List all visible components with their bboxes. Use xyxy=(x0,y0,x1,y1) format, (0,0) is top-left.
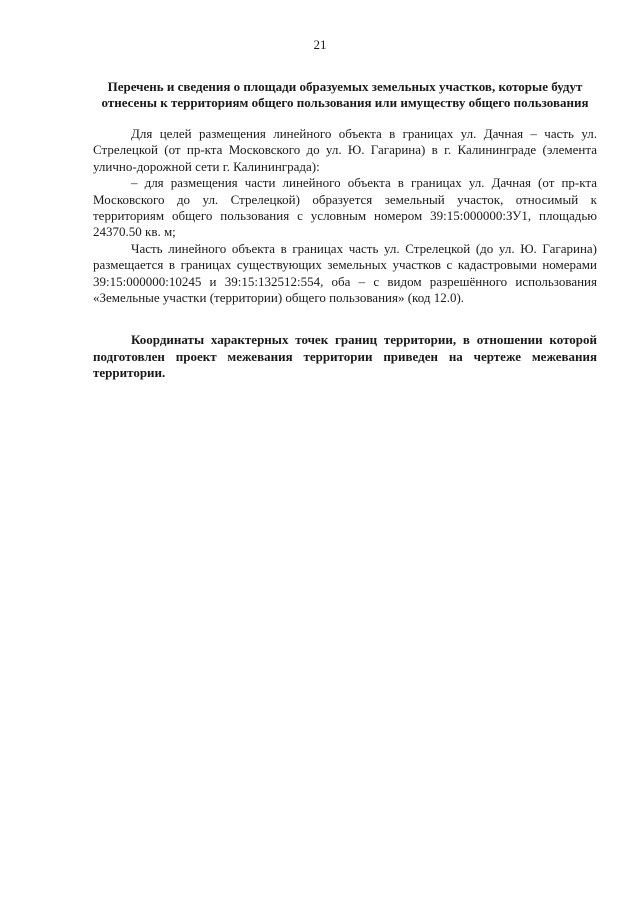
paragraph-intro: Для целей размещения линейного объекта в границах ул. Дачная – часть ул. Стрелецкой (от пр-кта Московского до ул. Ю. Гагарина) в г. Калининграде (элемента улично-дорожной сети г. Калининграда): xyxy=(93,126,597,174)
paragraph-existing-plots: Часть линейного объекта в границах часть ул. Стрелецкой (до ул. Ю. Гагарина) размещается в границах существующих земельных участков с кадастровыми номерами 39:15:000000:10245 и 39:15:132512:554, оба – с видом разрешённого использования «Земельные участки (территории) общего пользования» (код 12.0). xyxy=(93,240,597,306)
closing-statement: Координаты характерных точек границ территории, в отношении которой подготовлен проект межевания территории приведен на чертеже межевания территории. xyxy=(93,332,597,381)
document-body xyxy=(93,79,597,382)
page-number: 21 xyxy=(313,37,327,52)
section-heading: Перечень и сведения о площади образуемых земельных участков, которые будут отнесены к территориям общего пользования или имуществу общего пользования xyxy=(101,79,589,110)
paragraph-land-plot: – для размещения части линейного объекта в границах ул. Дачная (от пр-кта Московского до ул. Стрелецкой) образуется земельный участок, относимый к территориям общего пользования с условным номером 39:15:000000:ЗУ1, площадью 24370.50 кв. м; xyxy=(93,175,597,240)
